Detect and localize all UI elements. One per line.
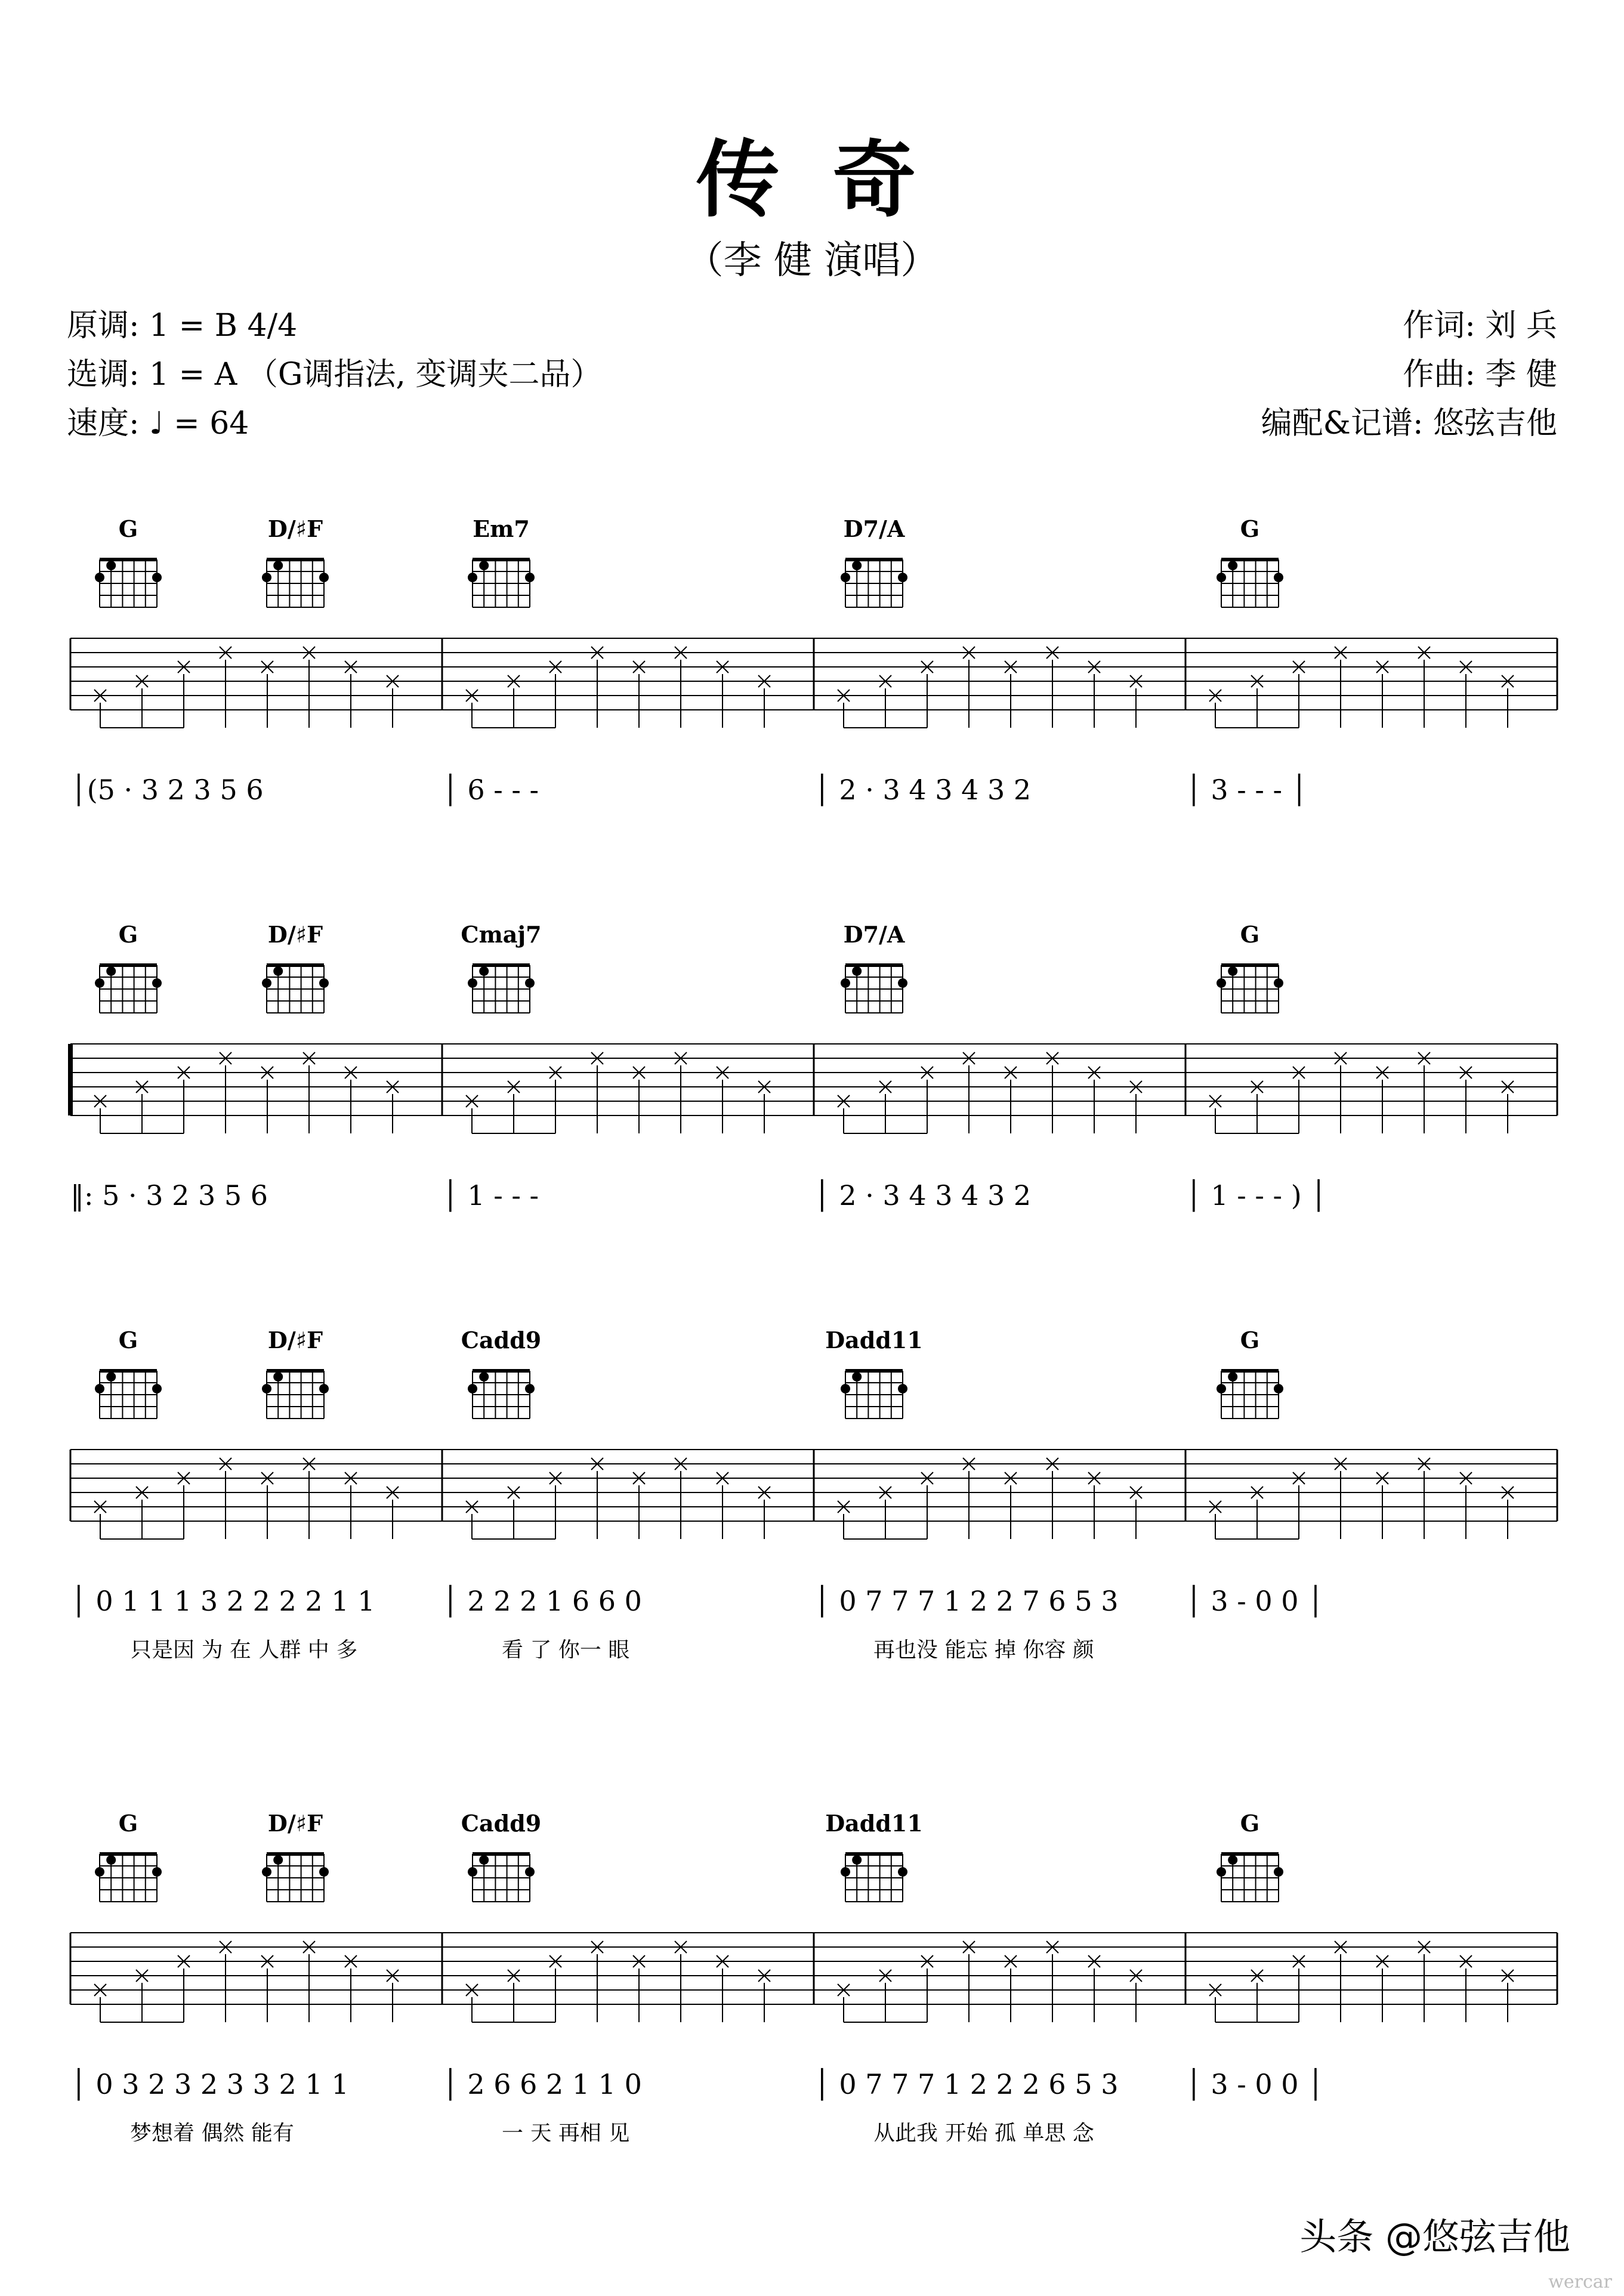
chord-name: G bbox=[118, 1327, 138, 1354]
score-system bbox=[0, 1324, 1624, 1661]
chord-name: G bbox=[118, 921, 138, 948]
lyric-line: 梦想着 偶然 能有 bbox=[130, 2121, 294, 2142]
lyric-line: 一 天 再相 见 bbox=[502, 2121, 630, 2142]
lyric-line: 从此我 开始 孤 单思 念 bbox=[873, 2121, 1094, 2142]
chord-name: G bbox=[1240, 1327, 1260, 1354]
chord-name: G bbox=[1240, 1810, 1260, 1837]
chord-diagram bbox=[262, 921, 329, 1013]
arranger: 编配&记谱: 悠弦吉他 bbox=[1261, 406, 1557, 441]
numbered-measure: │ 3 - - - │ bbox=[1185, 774, 1308, 806]
watermark-small: wercar bbox=[1548, 2272, 1612, 2292]
lyric-line: 看 了 你一 眼 bbox=[502, 1638, 630, 1658]
score-system bbox=[0, 919, 1624, 1255]
chord-name: D/♯F bbox=[267, 515, 323, 542]
chord-diagram bbox=[262, 515, 329, 607]
chord-diagram bbox=[262, 1810, 329, 1902]
chord-diagram bbox=[461, 1327, 541, 1419]
chord-diagram bbox=[95, 1810, 162, 1902]
chord-name: Dadd11 bbox=[825, 1327, 923, 1354]
chord-name: D7/A bbox=[843, 921, 905, 948]
chord-name: D/♯F bbox=[267, 1327, 323, 1354]
numbered-measure: │ 0 7 7 7 1 2 2 2 6 5 3 bbox=[814, 2068, 1119, 2100]
numbered-measure: ‖: 5 · 3 2 3 5 6 bbox=[70, 1179, 268, 1212]
chord-diagram bbox=[95, 921, 162, 1013]
chord-name: G bbox=[1240, 515, 1260, 542]
page-subtitle: （李 健 演唱） bbox=[685, 239, 939, 283]
numbered-measure: │(5 · 3 2 3 5 6 bbox=[70, 774, 264, 806]
chord-diagram bbox=[95, 1327, 162, 1419]
key-info bbox=[67, 301, 601, 448]
chord-diagram bbox=[461, 921, 541, 1013]
tempo: 速度: ♩ = 64 bbox=[67, 406, 249, 441]
numbered-measure: │ 6 - - - bbox=[442, 774, 539, 806]
chord-name: Cmaj7 bbox=[461, 921, 542, 948]
lyricist: 作词: 刘 兵 bbox=[1403, 308, 1557, 344]
composer: 作曲: 李 健 bbox=[1403, 357, 1557, 393]
staff-svg bbox=[0, 1807, 1624, 2142]
chord-diagram bbox=[468, 515, 535, 607]
chord-diagram bbox=[1217, 1810, 1283, 1902]
chord-diagram bbox=[1217, 921, 1283, 1013]
chord-name: G bbox=[118, 515, 138, 542]
staff-svg bbox=[0, 1324, 1624, 1658]
original-key: 原调: 1 = B 4/4 bbox=[67, 308, 298, 344]
numbered-measure: │ 2 2 2 1 6 6 0 bbox=[442, 1585, 642, 1617]
numbered-measure: │ 1 - - - bbox=[442, 1179, 539, 1212]
selected-key: 选调: 1 = A （G调指法, 变调夹二品） bbox=[67, 357, 602, 393]
score-system bbox=[0, 1807, 1624, 2144]
chord-name: Dadd11 bbox=[825, 1810, 923, 1837]
chord-diagram bbox=[461, 1810, 541, 1902]
chord-diagram bbox=[95, 515, 162, 607]
chord-diagram bbox=[841, 515, 907, 607]
chord-diagram bbox=[262, 1327, 329, 1419]
numbered-measure: │ 0 1 1 1 3 2 2 2 2 1 1 bbox=[70, 1585, 375, 1617]
chord-diagram bbox=[1217, 515, 1283, 607]
chord-diagram bbox=[841, 921, 907, 1013]
chord-name: Cadd9 bbox=[461, 1327, 542, 1354]
numbered-measure: │ 3 - 0 0 │ bbox=[1185, 2068, 1324, 2100]
score-system bbox=[0, 513, 1624, 849]
chord-name: D7/A bbox=[843, 515, 905, 542]
numbered-measure: │ 0 7 7 7 1 2 2 7 6 5 3 bbox=[814, 1585, 1119, 1617]
numbered-measure: │ 2 · 3 4 3 4 3 2 bbox=[814, 774, 1032, 806]
chord-name: D/♯F bbox=[267, 1810, 323, 1837]
watermark: 头条 @悠弦吉他 bbox=[1299, 2215, 1570, 2258]
numbered-measure: │ 2 · 3 4 3 4 3 2 bbox=[814, 1179, 1032, 1212]
chord-name: Em7 bbox=[473, 515, 530, 542]
staff-svg bbox=[0, 919, 1624, 1253]
lyric-line: 再也没 能忘 掉 你容 颜 bbox=[873, 1638, 1094, 1658]
numbered-measure: │ 0 3 2 3 2 3 3 2 1 1 bbox=[70, 2068, 349, 2100]
numbered-measure: │ 1 - - - ) │ bbox=[1185, 1179, 1327, 1212]
chord-diagram bbox=[825, 1327, 923, 1419]
chord-name: D/♯F bbox=[267, 921, 323, 948]
chord-name: G bbox=[118, 1810, 138, 1837]
page-title: 传 奇 bbox=[696, 131, 928, 229]
credits bbox=[1261, 301, 1557, 448]
chord-diagram bbox=[825, 1810, 923, 1902]
chord-name: Cadd9 bbox=[461, 1810, 542, 1837]
chord-diagram bbox=[1217, 1327, 1283, 1419]
numbered-measure: │ 3 - 0 0 │ bbox=[1185, 1585, 1324, 1617]
chord-name: G bbox=[1240, 921, 1260, 948]
lyric-line: 只是因 为 在 人群 中 多 bbox=[130, 1638, 358, 1658]
staff-svg bbox=[0, 513, 1624, 847]
numbered-measure: │ 2 6 6 2 1 1 0 bbox=[442, 2068, 642, 2100]
